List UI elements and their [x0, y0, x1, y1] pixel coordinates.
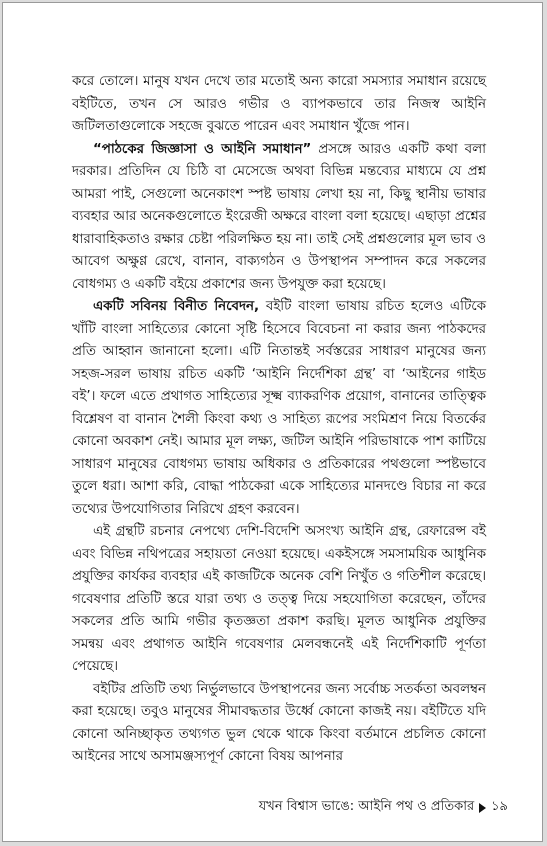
paragraph-text: বইটি বাংলা ভাষায় রচিত হলেও এটিকে খাঁটি বাংলা সাহিত্যের কোনো সৃষ্টি হিসেবে বিবেচনা না করার জন্য পাঠকদের প্রতি আহ্বান জানানো হলো। এটি নিতান্তই সর্বস্তরের সাধারণ মানুষের জন্য সহজ-সরল ভাষায় রচিত একটি ‘আইনি নির্দেশিকা গ্রন্থ’ বা ‘আইনের গাইড বই’। ফলে এতে প্রথাগত সাহিত্যের সূক্ষ্ম ব্যাকরণিক প্রয়োগ, বানানের তাত্ত্বিক বিশ্লেষণ বা বানান শৈলী কিংবা কথ্য ও সাহিত্য রূপের সংমিশ্রণ নিয়ে বিতর্কের কোনো অবকাশ নেই। আমার মূল লক্ষ্য, জটিল আইনি পরিভাষাকে পাশ কাটিয়ে সাধারণ মানুষের বোধগম্য ভাষায় অধিকার ও প্রতিকারের পথগুলো স্পষ্টভাবে তুলে ধরা। আশা করি, বোদ্ধা পাঠকেরা একে সাহিত্যের মানদণ্ডে বিচার না করে তথ্যের উপযোগিতার নিরিখে গ্রহণ করবেন। — [72, 299, 486, 517]
book-page — [2, 2, 543, 842]
paragraph-text: করে তোলে। মানুষ যখন দেখে তার মতোই অন্য কারো সমস্যার সমাধান রয়েছে বইটিতে, তখন সে আরও গভীর ও ব্যাপকভাবে তার নিজস্ব আইনি জটিলতাগুলোকে সহজে বুঝতে পারেন এবং সমাধান খুঁজে পান। — [72, 74, 486, 134]
page-number: ১৯ — [491, 799, 508, 814]
paragraph-p3 — [72, 296, 486, 521]
paragraph-p1 — [72, 71, 486, 139]
paragraph-p4 — [72, 521, 486, 679]
paragraph-p5 — [72, 679, 486, 769]
body-text — [72, 71, 486, 769]
triangle-right-icon — [479, 803, 486, 813]
paragraph-text: এই গ্রন্থটি রচনার নেপথ্যে দেশি-বিদেশি অসংখ্য আইনি গ্রন্থ, রেফারেন্স বই এবং বিভিন্ন নথিপত্রের সহায়তা নেওয়া হয়েছে। একইসঙ্গে সমসাময়িক আধুনিক প্রযুক্তির কার্যকর ব্যবহার এই কাজটিকে অনেক বেশি নিখুঁত ও গতিশীল করেছে। গবেষণার প্রতিটি স্তরে যারা তথ্য ও তত্ত্ব দিয়ে সহযোগিতা করেছেন, তাঁদের সকলের প্রতি আমি গভীর কৃতজ্ঞতা প্রকাশ করছি। মূলত আধুনিক প্রযুক্তির সমন্বয় এবং প্রথাগত আইনি গবেষণার মেলবন্ধনেই এই নির্দেশিকাটি পূর্ণতা পেয়েছে। — [72, 524, 486, 674]
footer-book-title: যখন বিশ্বাস ভাঙে: আইনি পথ ও প্রতিকার — [258, 799, 475, 814]
bold-lead-phrase: একটি সবিনয় বিনীত নিবেদন, — [93, 299, 260, 314]
running-footer — [259, 797, 508, 818]
bold-lead-phrase: “পাঠকের জিজ্ঞাসা ও আইনি সমাধান” — [93, 141, 312, 157]
paragraph-text: প্রসঙ্গে আরও একটি কথা বলা দরকার। প্রতিদিন যে চিঠি বা মেসেজে অথবা বিভিন্ন মন্তব্যের মাধ্যমে যে প্রশ্ন আমরা পাই, সেগুলো অনেকাংশ স্পষ্ট ভাষায় লেখা হয় না, কিছু স্থানীয় ভাষার ব্যবহার আর অনেকগুলোতে ইংরেজী অক্ষরে বাংলা বলা হয়েছে। এছাড়া প্রশ্নের ধারাবাহিকতাও রক্ষার চেষ্টা পরিলক্ষিত হয় না। তাই সেই প্রশ্নগুলোর মূল ভাব ও আবেগ অক্ষুণ্ণ রেখে, বানান, বাক্যগঠন ও উপস্থাপন সম্পাদন করে সকলের বোধগম্য ও একটি বইয়ে প্রকাশের জন্য উপযুক্ত করা হয়েছে। — [72, 141, 486, 292]
paragraph-text: বইটির প্রতিটি তথ্য নির্ভুলভাবে উপস্থাপনের জন্য সর্বোচ্চ সতর্কতা অবলম্বন করা হয়েছে। তবুও মানুষের সীমাবদ্ধতার উর্ধ্বে কোনো কাজই নয়। বইটিতে যদি কোনো অনিচ্ছাকৃত তথ্যগত ভুল থেকে থাকে কিংবা বর্তমানে প্রচলিত কোনো আইনের সাথে অসামঞ্জস্যপূর্ণ কোনো বিষয় আপনার — [72, 681, 486, 764]
paragraph-p2 — [72, 139, 486, 297]
